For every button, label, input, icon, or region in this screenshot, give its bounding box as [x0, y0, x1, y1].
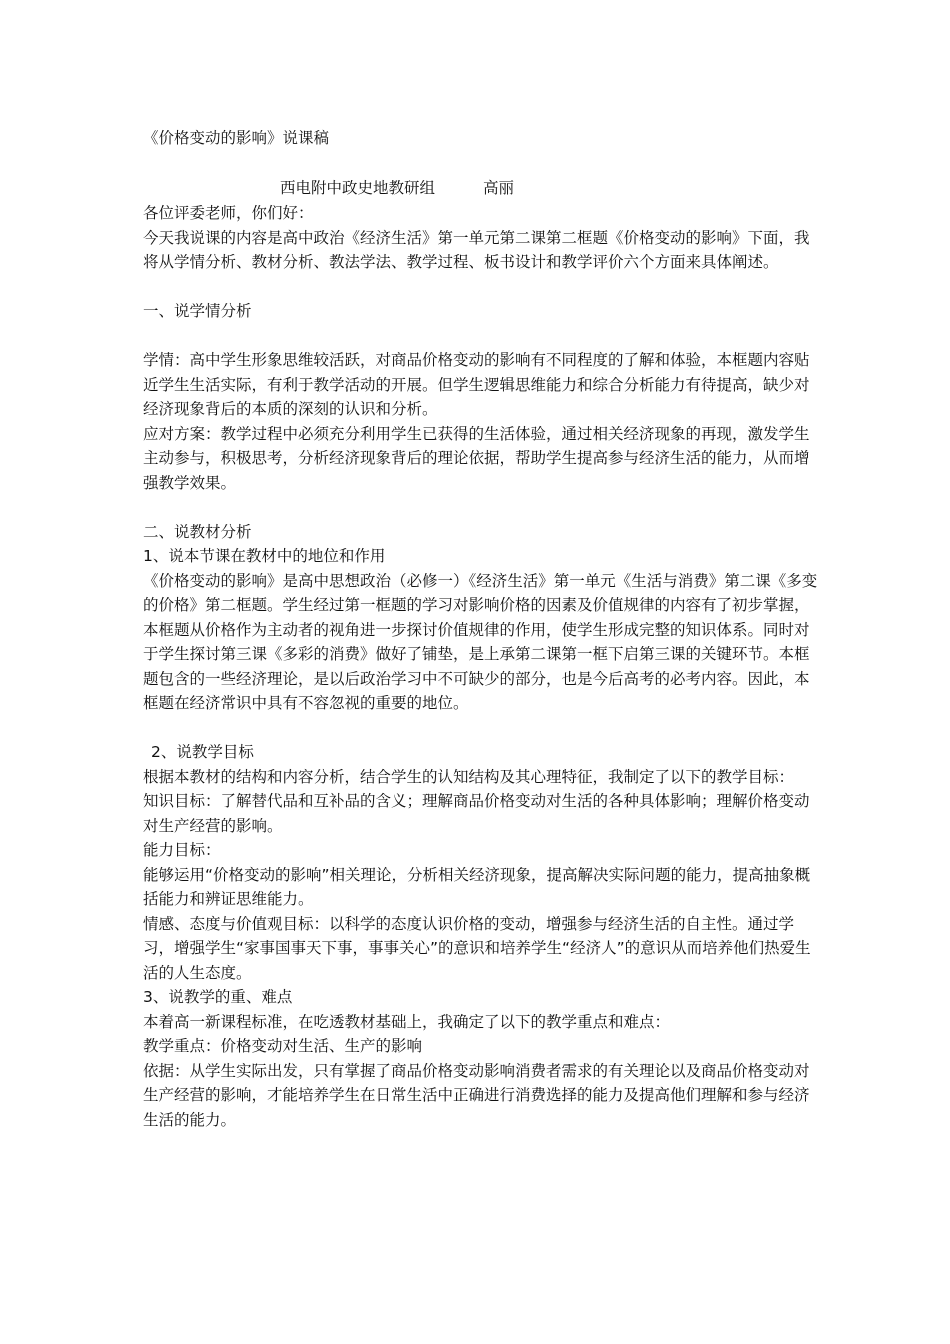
values-objective-paragraph: 情感、态度与价值观目标：以科学的态度认识价格的变动，增强参与经济生活的自主性。通过学习，增强学生“家事国事天下事，事事关心”的意识和培养学生“经济人”的意识从而培养他们热爱生活的人生态度。: [143, 914, 811, 982]
subheading-3: 3、说教学的重、难点: [143, 988, 293, 1006]
subheading-2: 2、说教学目标: [151, 743, 254, 761]
blank-line: [143, 275, 823, 300]
rationale-paragraph: 依据：从学生实际出发，只有掌握了商品价格变动影响消费者需求的有关理论以及商品价格变动对生产经营的影响，才能培养学生在日常生活中正确进行消费选择的能力及提高他们理解和参与经济生活的能力。: [143, 1061, 810, 1129]
section-heading-1: 一、说学情分析: [143, 302, 252, 320]
key-point-paragraph: 教学重点：价格变动对生活、生产的影响: [143, 1037, 423, 1055]
objectives-intro-paragraph: 根据本教材的结构和内容分析，结合学生的认知结构及其心理特征，我制定了以下的教学目标：: [143, 767, 795, 786]
ability-objective-label: 能力目标：: [143, 841, 221, 859]
document-title: 《价格变动的影响》说课稿: [143, 129, 330, 147]
key-points-intro-paragraph: 本着高一新课程标准，在吃透教材基础上，我确定了以下的教学重点和难点：: [143, 1012, 671, 1031]
greeting-paragraph: 各位评委老师，你们好：: [143, 204, 314, 222]
response-plan-paragraph: 应对方案：教学过程中必须充分利用学生已获得的生活体验，通过相关经济现象的再现，激发学生主动参与，积极思考，分析经济现象背后的理论依据，帮助学生提高参与经济生活的能力，从而增强教学效果。: [143, 424, 810, 492]
blank-line: [143, 324, 823, 349]
author-organization: 西电附中政史地教研组: [280, 179, 436, 197]
ability-objective-paragraph: 能够运用“价格变动的影响”相关理论，分析相关经济现象，提高解决实际问题的能力，提高抽象概括能力和辨证思维能力。: [143, 865, 811, 908]
blank-line: [143, 716, 823, 741]
author-name: 高丽: [483, 179, 515, 197]
document-body: [143, 201, 823, 1132]
knowledge-objective-paragraph: 知识目标：了解替代品和互补品的含义；理解商品价格变动对生活的各种具体影响；理解价格变动对生产经营的影响。: [143, 792, 810, 835]
author-line: [143, 176, 823, 201]
textbook-position-paragraph: 《价格变动的影响》是高中思想政治（必修一）《经济生活》第一单元《生活与消费》第二课《多变的价格》第二框题。学生经过第一框题的学习对影响价格的因素及价值规律的内容有了初步掌握，本框题从价格作为主动者的视角进一步探讨价值规律的作用，使学生形成完整的知识体系。同时对于学生探讨第三课《多彩的消费》做好了铺垫，是上承第二课第一框下启第三课的关键环节。本框题包含的一些经济理论，是以后政治学习中不可缺少的部分，也是今后高考的必考内容。因此，本框题在经济常识中具有不容忽视的重要的地位。: [143, 571, 818, 712]
learner-analysis-paragraph: 学情：高中学生形象思维较活跃，对商品价格变动的影响有不同程度的了解和体验，本框题内容贴近学生生活实际，有利于教学活动的开展。但学生逻辑思维能力和综合分析能力有待提高，缺少对经济现象背后的本质的深刻的认识和分析。: [143, 351, 810, 418]
blank-line: [143, 495, 823, 520]
intro-paragraph: 今天我说课的内容是高中政治《经济生活》第一单元第二课第二框题《价格变动的影响》下面，我将从学情分析、教材分析、教法学法、教学过程、板书设计和教学评价六个方面来具体阐述。: [143, 228, 810, 271]
section-heading-2: 二、说教材分析: [143, 522, 252, 541]
subheading-1: 1、说本节课在教材中的地位和作用: [143, 547, 386, 565]
